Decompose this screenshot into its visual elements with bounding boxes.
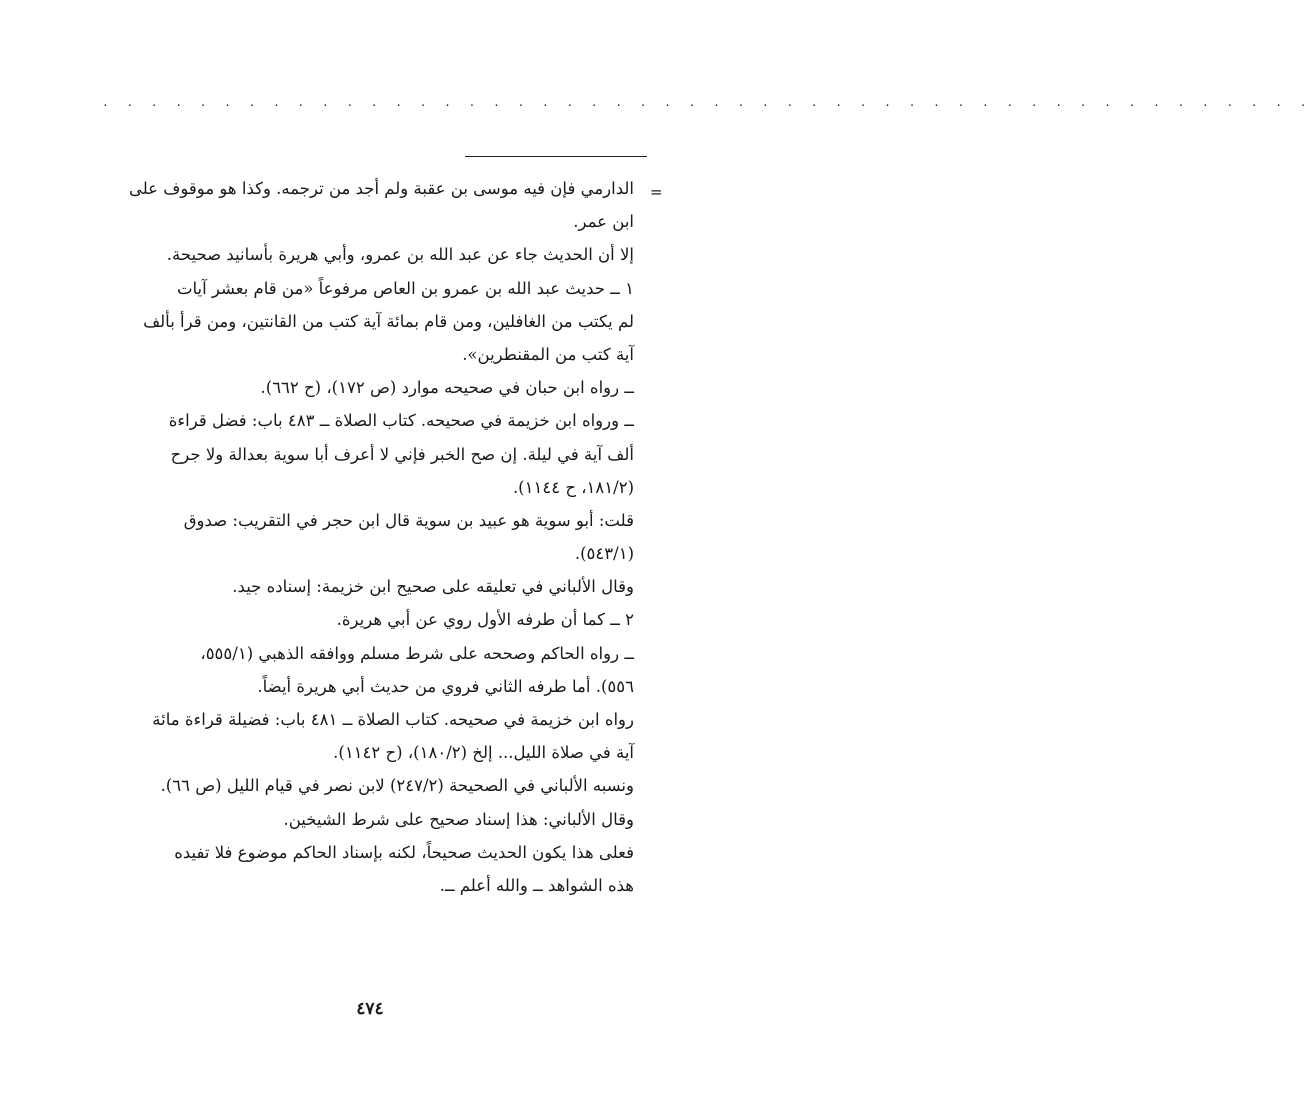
text-line: إلا أن الحديث جاء عن عبد الله بن عمرو، وأبي هريرة بأسانيد صحيحة.: [166, 245, 634, 265]
text-line: ٢ ــ كما أن طرفه الأول روي عن أبي هريرة.: [336, 610, 634, 630]
text-line: ألف آية في ليلة. إن صح الخبر فإني لا أعرف أبا سوية بعدالة ولا جرح: [170, 444, 634, 464]
text-line: لم يكتب من الغافلين، ومن قام بمائة آية كتب من القانتين، ومن قرأ بألف: [143, 311, 634, 331]
dotted-separator: . . . . . . . . . . . . . . . . . . . . . . . . . . . . . . . . . . . . . . . . . . . . . . . . . .: [102, 96, 1312, 109]
text-line: وقال الألباني: هذا إسناد صحيح على شرط الشيخين.: [283, 809, 634, 829]
text-line: الدارمي فإن فيه موسى بن عقبة ولم أجد من ترجمه. وكذا هو موقوف على: [128, 179, 634, 198]
text-line: ــ رواه الحاكم وصححه على شرط مسلم ووافقه الذهبي (٥٥٥/١،: [200, 643, 634, 663]
text-line: ــ ورواه ابن خزيمة في صحيحه. كتاب الصلاة ــ ٤٨٣ باب: فضل قراءة: [168, 411, 634, 431]
text-line: آية كتب من المقنطرين».: [462, 344, 634, 364]
text-line: (١٨١/٢، ح ١١٤٤).: [512, 477, 634, 497]
text-line: قلت: أبو سوية هو عبيد بن سوية قال ابن حجر في التقريب: صدوق: [183, 510, 634, 530]
text-line: ونسبه الألباني في الصحيحة (٢٤٧/٢) لابن نصر في قيام الليل (ص ٦٦).: [160, 776, 634, 796]
text-line: ابن عمر.: [573, 212, 634, 232]
text-line: وقال الألباني في تعليقه على صحيح ابن خزيمة: إسناده جيد.: [232, 577, 634, 597]
text-line: ٥٥٦). أما طرفه الثاني فروي من حديث أبي هريرة أيضاً.: [257, 676, 634, 696]
text-line: فعلى هذا يكون الحديث صحيحاً، لكنه بإسناد الحاكم موضوع فلا تفيده: [174, 842, 634, 862]
text-line: رواه ابن خزيمة في صحيحه. كتاب الصلاة ــ ٤٨١ باب: فضيلة قراءة مائة: [152, 710, 634, 729]
footnote-text: [100, 172, 634, 902]
page-number: ٤٧٤: [356, 999, 384, 1019]
text-line: (٥٤٣/١).: [574, 544, 634, 564]
continuation-mark: =: [650, 183, 663, 201]
text-line: آية في صلاة الليل... إلخ (١٨٠/٢)، (ح ١١٤٢).: [333, 743, 634, 763]
text-line: ١ ــ حديث عبد الله بن عمرو بن العاص مرفوعاً «من قام بعشر آيات: [176, 278, 634, 298]
text-line: هذه الشواهد ــ والله أعلم ــ.: [439, 875, 634, 895]
footnote-rule: [465, 156, 647, 157]
text-line: ــ رواه ابن حبان في صحيحه موارد (ص ١٧٢)، (ح ٦٦٢).: [260, 378, 634, 398]
